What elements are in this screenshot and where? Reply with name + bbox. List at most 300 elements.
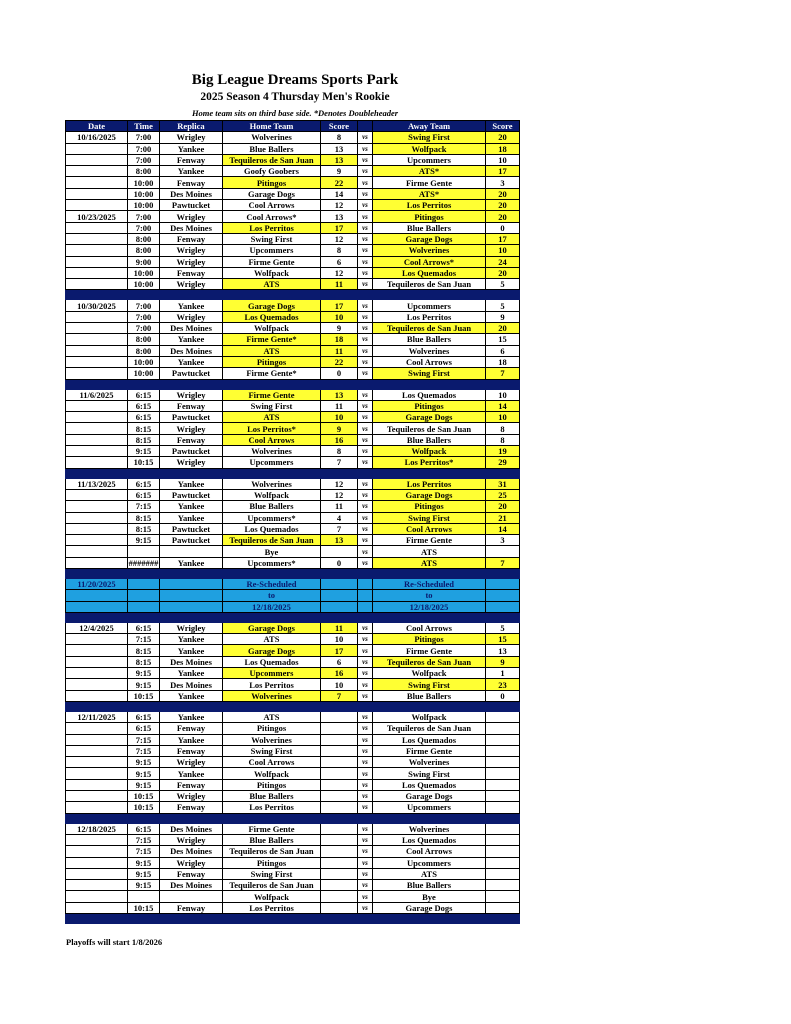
replica-cell: Pawtucket bbox=[160, 368, 223, 379]
away-team-cell: Upcommers bbox=[373, 802, 486, 813]
game-row bbox=[66, 267, 520, 278]
vs-cell: vs bbox=[358, 423, 373, 434]
home-score-cell: 12 bbox=[321, 478, 358, 489]
vs-cell: vs bbox=[358, 334, 373, 345]
separator-cell bbox=[66, 914, 128, 924]
game-row bbox=[66, 457, 520, 468]
home-team-cell: Los Quemados bbox=[223, 656, 321, 667]
time-cell: 7:15 bbox=[128, 745, 160, 756]
away-score-cell: 5 bbox=[486, 300, 520, 311]
replica-cell: Yankee bbox=[160, 166, 223, 177]
vs-cell: vs bbox=[358, 154, 373, 165]
away-team-cell: Pitingos bbox=[373, 211, 486, 222]
home-team-cell: Firme Gente* bbox=[223, 334, 321, 345]
away-team-cell: Cool Arrows bbox=[373, 846, 486, 857]
home-score-cell: 12 bbox=[321, 489, 358, 500]
separator-cell bbox=[358, 701, 373, 711]
away-score-cell: 10 bbox=[486, 154, 520, 165]
game-row bbox=[66, 823, 520, 834]
replica-cell: Yankee bbox=[160, 512, 223, 523]
home-team-cell: Firme Gente bbox=[223, 389, 321, 400]
replica-cell: Des Moines bbox=[160, 323, 223, 334]
away-score-cell bbox=[486, 768, 520, 779]
date-cell bbox=[66, 523, 128, 534]
game-row bbox=[66, 446, 520, 457]
away-score-cell bbox=[486, 601, 520, 612]
away-score-cell: 8 bbox=[486, 434, 520, 445]
away-score-cell: 9 bbox=[486, 656, 520, 667]
game-row bbox=[66, 345, 520, 356]
home-score-cell: 16 bbox=[321, 668, 358, 679]
replica-cell: Yankee bbox=[160, 634, 223, 645]
home-score-cell: 10 bbox=[321, 679, 358, 690]
week-separator bbox=[66, 568, 520, 578]
time-cell: 9:15 bbox=[128, 868, 160, 879]
separator-cell bbox=[223, 914, 321, 924]
time-cell: 9:15 bbox=[128, 880, 160, 891]
separator-cell bbox=[373, 612, 486, 622]
time-cell: 10:15 bbox=[128, 802, 160, 813]
separator-cell bbox=[160, 290, 223, 300]
date-cell bbox=[66, 846, 128, 857]
home-score-cell bbox=[321, 891, 358, 902]
away-team-cell: Cool Arrows bbox=[373, 356, 486, 367]
home-score-cell: 22 bbox=[321, 356, 358, 367]
date-cell bbox=[66, 902, 128, 913]
date-cell bbox=[66, 645, 128, 656]
home-score-cell: 0 bbox=[321, 368, 358, 379]
vs-cell: vs bbox=[358, 245, 373, 256]
home-score-cell: 4 bbox=[321, 512, 358, 523]
away-score-cell: 19 bbox=[486, 446, 520, 457]
date-cell bbox=[66, 734, 128, 745]
separator-cell bbox=[223, 379, 321, 389]
date-cell bbox=[66, 233, 128, 244]
separator-cell bbox=[160, 701, 223, 711]
away-score-cell: 20 bbox=[486, 501, 520, 512]
vs-cell: vs bbox=[358, 902, 373, 913]
replica-cell: Yankee bbox=[160, 668, 223, 679]
separator-cell bbox=[128, 701, 160, 711]
separator-cell bbox=[321, 701, 358, 711]
col-header-away-score: Score bbox=[486, 121, 520, 132]
time-cell: 7:00 bbox=[128, 311, 160, 322]
game-row bbox=[66, 154, 520, 165]
separator-cell bbox=[486, 612, 520, 622]
separator-cell bbox=[223, 568, 321, 578]
vs-cell: vs bbox=[358, 745, 373, 756]
away-score-cell: 14 bbox=[486, 523, 520, 534]
date-cell bbox=[66, 245, 128, 256]
vs-cell: vs bbox=[358, 478, 373, 489]
replica-cell: Des Moines bbox=[160, 656, 223, 667]
away-team-cell: Cool Arrows* bbox=[373, 256, 486, 267]
replica-cell: Wrigley bbox=[160, 423, 223, 434]
time-cell: 6:15 bbox=[128, 711, 160, 722]
home-team-cell: Swing First bbox=[223, 400, 321, 411]
away-score-cell: 20 bbox=[486, 323, 520, 334]
time-cell: 7:15 bbox=[128, 501, 160, 512]
game-row bbox=[66, 412, 520, 423]
game-row bbox=[66, 523, 520, 534]
game-row bbox=[66, 368, 520, 379]
page-subtitle: 2025 Season 4 Thursday Men's Rookie bbox=[200, 91, 390, 103]
date-cell bbox=[66, 267, 128, 278]
away-team-cell: Wolverines bbox=[373, 345, 486, 356]
vs-cell: vs bbox=[358, 222, 373, 233]
date-cell bbox=[66, 757, 128, 768]
away-team-cell: Los Perritos bbox=[373, 200, 486, 211]
separator-cell bbox=[160, 568, 223, 578]
home-score-cell: 22 bbox=[321, 177, 358, 188]
away-team-cell: Tequileros de San Juan bbox=[373, 323, 486, 334]
home-score-cell: 13 bbox=[321, 211, 358, 222]
away-score-cell bbox=[486, 902, 520, 913]
time-cell: 8:00 bbox=[128, 334, 160, 345]
home-team-cell: Tequileros de San Juan bbox=[223, 535, 321, 546]
time-cell: 10:00 bbox=[128, 188, 160, 199]
date-cell bbox=[66, 323, 128, 334]
home-team-cell: Los Perritos* bbox=[223, 423, 321, 434]
separator-cell bbox=[128, 290, 160, 300]
game-row bbox=[66, 791, 520, 802]
away-score-cell: 13 bbox=[486, 645, 520, 656]
time-cell: 9:00 bbox=[128, 256, 160, 267]
away-team-cell: Upcommers bbox=[373, 857, 486, 868]
home-score-cell: 7 bbox=[321, 523, 358, 534]
date-cell bbox=[66, 679, 128, 690]
home-score-cell: 11 bbox=[321, 279, 358, 290]
time-cell: 6:15 bbox=[128, 622, 160, 633]
date-cell bbox=[66, 512, 128, 523]
vs-cell: vs bbox=[358, 690, 373, 701]
home-team-cell: Garage Dogs bbox=[223, 188, 321, 199]
date-cell bbox=[66, 745, 128, 756]
replica-cell: Des Moines bbox=[160, 345, 223, 356]
separator-cell bbox=[358, 379, 373, 389]
replica-cell: Pawtucket bbox=[160, 523, 223, 534]
separator-cell bbox=[66, 468, 128, 478]
away-team-cell: Los Quemados bbox=[373, 834, 486, 845]
col-header-home-score: Score bbox=[321, 121, 358, 132]
home-score-cell: 10 bbox=[321, 311, 358, 322]
away-team-cell: ATS bbox=[373, 546, 486, 557]
away-team-cell: Garage Dogs bbox=[373, 489, 486, 500]
game-row bbox=[66, 279, 520, 290]
away-team-cell: Los Quemados bbox=[373, 389, 486, 400]
page-title: Big League Dreams Sports Park bbox=[191, 72, 399, 88]
home-score-cell: 8 bbox=[321, 132, 358, 143]
away-team-cell: Wolfpack bbox=[373, 668, 486, 679]
away-team-cell: Garage Dogs bbox=[373, 233, 486, 244]
separator-cell bbox=[66, 612, 128, 622]
home-team-cell: Tequileros de San Juan bbox=[223, 846, 321, 857]
time-cell: 10:15 bbox=[128, 902, 160, 913]
home-score-cell: 12 bbox=[321, 233, 358, 244]
away-team-cell: Cool Arrows bbox=[373, 622, 486, 633]
home-score-cell bbox=[321, 823, 358, 834]
game-row bbox=[66, 711, 520, 722]
replica-cell: Fenway bbox=[160, 400, 223, 411]
time-cell: 7:15 bbox=[128, 734, 160, 745]
footer-note: Playoffs will start 1/8/2026 bbox=[66, 937, 163, 947]
replica-cell: Yankee bbox=[160, 478, 223, 489]
home-score-cell: 6 bbox=[321, 656, 358, 667]
away-team-cell: Wolfpack bbox=[373, 711, 486, 722]
date-cell: 12/11/2025 bbox=[66, 711, 128, 722]
time-cell: 8:00 bbox=[128, 166, 160, 177]
away-score-cell: 25 bbox=[486, 489, 520, 500]
date-cell bbox=[66, 634, 128, 645]
away-team-cell: Tequileros de San Juan bbox=[373, 656, 486, 667]
home-team-cell: Wolfpack bbox=[223, 267, 321, 278]
game-row bbox=[66, 489, 520, 500]
home-team-cell: Garage Dogs bbox=[223, 645, 321, 656]
date-cell bbox=[66, 256, 128, 267]
away-score-cell: 20 bbox=[486, 200, 520, 211]
game-row bbox=[66, 334, 520, 345]
game-row bbox=[66, 679, 520, 690]
away-score-cell bbox=[486, 868, 520, 879]
time-cell: 7:00 bbox=[128, 211, 160, 222]
away-team-cell: Bye bbox=[373, 891, 486, 902]
week-separator bbox=[66, 612, 520, 622]
home-team-cell: ATS bbox=[223, 711, 321, 722]
week-separator bbox=[66, 701, 520, 711]
date-cell bbox=[66, 200, 128, 211]
time-cell: 10:00 bbox=[128, 368, 160, 379]
game-row bbox=[66, 535, 520, 546]
game-row bbox=[66, 690, 520, 701]
replica-cell bbox=[160, 891, 223, 902]
time-cell: 6:15 bbox=[128, 389, 160, 400]
away-score-cell: 6 bbox=[486, 345, 520, 356]
vs-cell: vs bbox=[358, 368, 373, 379]
home-score-cell bbox=[321, 757, 358, 768]
home-score-cell bbox=[321, 846, 358, 857]
away-team-cell: Garage Dogs bbox=[373, 902, 486, 913]
date-cell: 12/18/2025 bbox=[66, 823, 128, 834]
home-score-cell: 11 bbox=[321, 501, 358, 512]
vs-cell: vs bbox=[358, 802, 373, 813]
date-cell bbox=[66, 166, 128, 177]
vs-cell bbox=[358, 601, 373, 612]
away-team-cell: Wolverines bbox=[373, 757, 486, 768]
vs-cell: vs bbox=[358, 546, 373, 557]
vs-cell: vs bbox=[358, 356, 373, 367]
date-cell bbox=[66, 656, 128, 667]
away-team-cell: Los Quemados bbox=[373, 779, 486, 790]
game-row bbox=[66, 177, 520, 188]
home-score-cell: 11 bbox=[321, 345, 358, 356]
home-score-cell bbox=[321, 723, 358, 734]
away-team-cell: 12/18/2025 bbox=[373, 601, 486, 612]
separator-cell bbox=[128, 813, 160, 823]
time-cell: 8:15 bbox=[128, 523, 160, 534]
date-cell bbox=[66, 177, 128, 188]
vs-cell: vs bbox=[358, 233, 373, 244]
replica-cell: Fenway bbox=[160, 902, 223, 913]
home-team-cell: Los Perritos bbox=[223, 802, 321, 813]
time-cell: 8:15 bbox=[128, 434, 160, 445]
date-cell bbox=[66, 668, 128, 679]
away-team-cell: Wolverines bbox=[373, 245, 486, 256]
header-row bbox=[66, 121, 520, 132]
separator-cell bbox=[128, 612, 160, 622]
replica-cell: Des Moines bbox=[160, 846, 223, 857]
replica-cell: Fenway bbox=[160, 802, 223, 813]
vs-cell: vs bbox=[358, 791, 373, 802]
game-row bbox=[66, 546, 520, 557]
away-team-cell: Re-Scheduled bbox=[373, 578, 486, 589]
home-score-cell: 17 bbox=[321, 645, 358, 656]
time-cell bbox=[128, 578, 160, 589]
col-header-date: Date bbox=[66, 121, 128, 132]
away-team-cell: Los Perritos bbox=[373, 311, 486, 322]
replica-cell: Fenway bbox=[160, 723, 223, 734]
game-row bbox=[66, 132, 520, 143]
time-cell: 6:15 bbox=[128, 723, 160, 734]
away-team-cell: Garage Dogs bbox=[373, 791, 486, 802]
game-row bbox=[66, 356, 520, 367]
home-score-cell: 9 bbox=[321, 423, 358, 434]
replica-cell: Yankee bbox=[160, 768, 223, 779]
game-row bbox=[66, 902, 520, 913]
replica-cell: Fenway bbox=[160, 745, 223, 756]
replica-cell: Pawtucket bbox=[160, 200, 223, 211]
replica-cell: Fenway bbox=[160, 779, 223, 790]
away-score-cell bbox=[486, 779, 520, 790]
game-row bbox=[66, 478, 520, 489]
home-team-cell: Upcommers bbox=[223, 457, 321, 468]
home-team-cell: Blue Ballers bbox=[223, 791, 321, 802]
col-header-home-team: Home Team bbox=[223, 121, 321, 132]
vs-cell: vs bbox=[358, 345, 373, 356]
vs-cell: vs bbox=[358, 132, 373, 143]
away-team-cell: Los Quemados bbox=[373, 267, 486, 278]
separator-cell bbox=[128, 468, 160, 478]
away-score-cell bbox=[486, 590, 520, 601]
replica-cell: Yankee bbox=[160, 645, 223, 656]
home-team-cell: Garage Dogs bbox=[223, 300, 321, 311]
game-row bbox=[66, 834, 520, 845]
date-cell bbox=[66, 868, 128, 879]
separator-cell bbox=[66, 813, 128, 823]
separator-cell bbox=[160, 813, 223, 823]
home-score-cell bbox=[321, 868, 358, 879]
vs-cell: vs bbox=[358, 891, 373, 902]
away-score-cell: 20 bbox=[486, 211, 520, 222]
time-cell: 9:15 bbox=[128, 679, 160, 690]
separator-cell bbox=[66, 701, 128, 711]
away-score-cell: 5 bbox=[486, 279, 520, 290]
vs-cell: vs bbox=[358, 868, 373, 879]
home-team-cell: Los Perritos bbox=[223, 902, 321, 913]
game-row bbox=[66, 846, 520, 857]
home-score-cell: 18 bbox=[321, 334, 358, 345]
replica-cell: Yankee bbox=[160, 300, 223, 311]
home-team-cell: Wolverines bbox=[223, 478, 321, 489]
home-score-cell bbox=[321, 601, 358, 612]
away-score-cell: 15 bbox=[486, 334, 520, 345]
vs-cell: vs bbox=[358, 267, 373, 278]
date-cell: 10/30/2025 bbox=[66, 300, 128, 311]
time-cell: ####### bbox=[128, 557, 159, 568]
separator-cell bbox=[321, 914, 358, 924]
separator-cell bbox=[358, 290, 373, 300]
home-team-cell: Wolverines bbox=[223, 690, 321, 701]
home-team-cell: Goofy Goobers bbox=[223, 166, 321, 177]
schedule-body bbox=[66, 132, 520, 924]
home-team-cell: Wolfpack bbox=[223, 891, 321, 902]
separator-cell bbox=[223, 813, 321, 823]
home-team-cell: Garage Dogs bbox=[223, 622, 321, 633]
away-score-cell: 0 bbox=[486, 690, 520, 701]
away-team-cell: Los Perritos bbox=[373, 478, 486, 489]
time-cell: 6:15 bbox=[128, 823, 160, 834]
vs-cell bbox=[358, 578, 373, 589]
date-cell: 10/23/2025 bbox=[66, 211, 128, 222]
home-score-cell: 9 bbox=[321, 166, 358, 177]
vs-cell: vs bbox=[358, 400, 373, 411]
vs-cell: vs bbox=[358, 634, 373, 645]
away-team-cell: Pitingos bbox=[373, 634, 486, 645]
home-team-cell: Upcommers* bbox=[223, 512, 321, 523]
away-score-cell bbox=[486, 723, 520, 734]
date-cell bbox=[66, 412, 128, 423]
away-team-cell: Firme Gente bbox=[373, 177, 486, 188]
home-team-cell: Firme Gente bbox=[223, 823, 321, 834]
away-team-cell: Wolfpack bbox=[373, 143, 486, 154]
vs-cell: vs bbox=[358, 501, 373, 512]
date-cell bbox=[66, 768, 128, 779]
time-cell: 7:15 bbox=[128, 846, 160, 857]
date-cell: 11/6/2025 bbox=[66, 389, 128, 400]
date-cell bbox=[66, 834, 128, 845]
date-cell bbox=[66, 557, 128, 568]
vs-cell: vs bbox=[358, 446, 373, 457]
time-cell: 8:00 bbox=[128, 245, 160, 256]
separator-cell bbox=[223, 468, 321, 478]
home-team-cell: Swing First bbox=[223, 233, 321, 244]
vs-cell: vs bbox=[358, 143, 373, 154]
away-score-cell: 18 bbox=[486, 356, 520, 367]
time-cell: 7:15 bbox=[128, 634, 160, 645]
game-row bbox=[66, 668, 520, 679]
replica-cell: Yankee bbox=[160, 734, 223, 745]
date-cell: 12/4/2025 bbox=[66, 622, 128, 633]
separator-cell bbox=[223, 612, 321, 622]
home-score-cell: 6 bbox=[321, 256, 358, 267]
time-cell: 8:15 bbox=[128, 512, 160, 523]
away-team-cell: ATS bbox=[373, 868, 486, 879]
date-cell bbox=[66, 723, 128, 734]
away-team-cell: Firme Gente bbox=[373, 745, 486, 756]
col-header-time: Time bbox=[128, 121, 160, 132]
time-cell: 7:15 bbox=[128, 834, 160, 845]
date-cell: 11/20/2025 bbox=[66, 578, 128, 589]
separator-cell bbox=[321, 612, 358, 622]
away-score-cell: 5 bbox=[486, 622, 520, 633]
separator-cell bbox=[321, 813, 358, 823]
home-team-cell: Pitingos bbox=[223, 779, 321, 790]
home-team-cell: 12/18/2025 bbox=[223, 601, 321, 612]
away-score-cell: 20 bbox=[486, 267, 520, 278]
separator-cell bbox=[486, 379, 520, 389]
home-team-cell: Tequileros de San Juan bbox=[223, 154, 321, 165]
rescheduled-row bbox=[66, 578, 520, 589]
time-cell: 8:00 bbox=[128, 233, 160, 244]
